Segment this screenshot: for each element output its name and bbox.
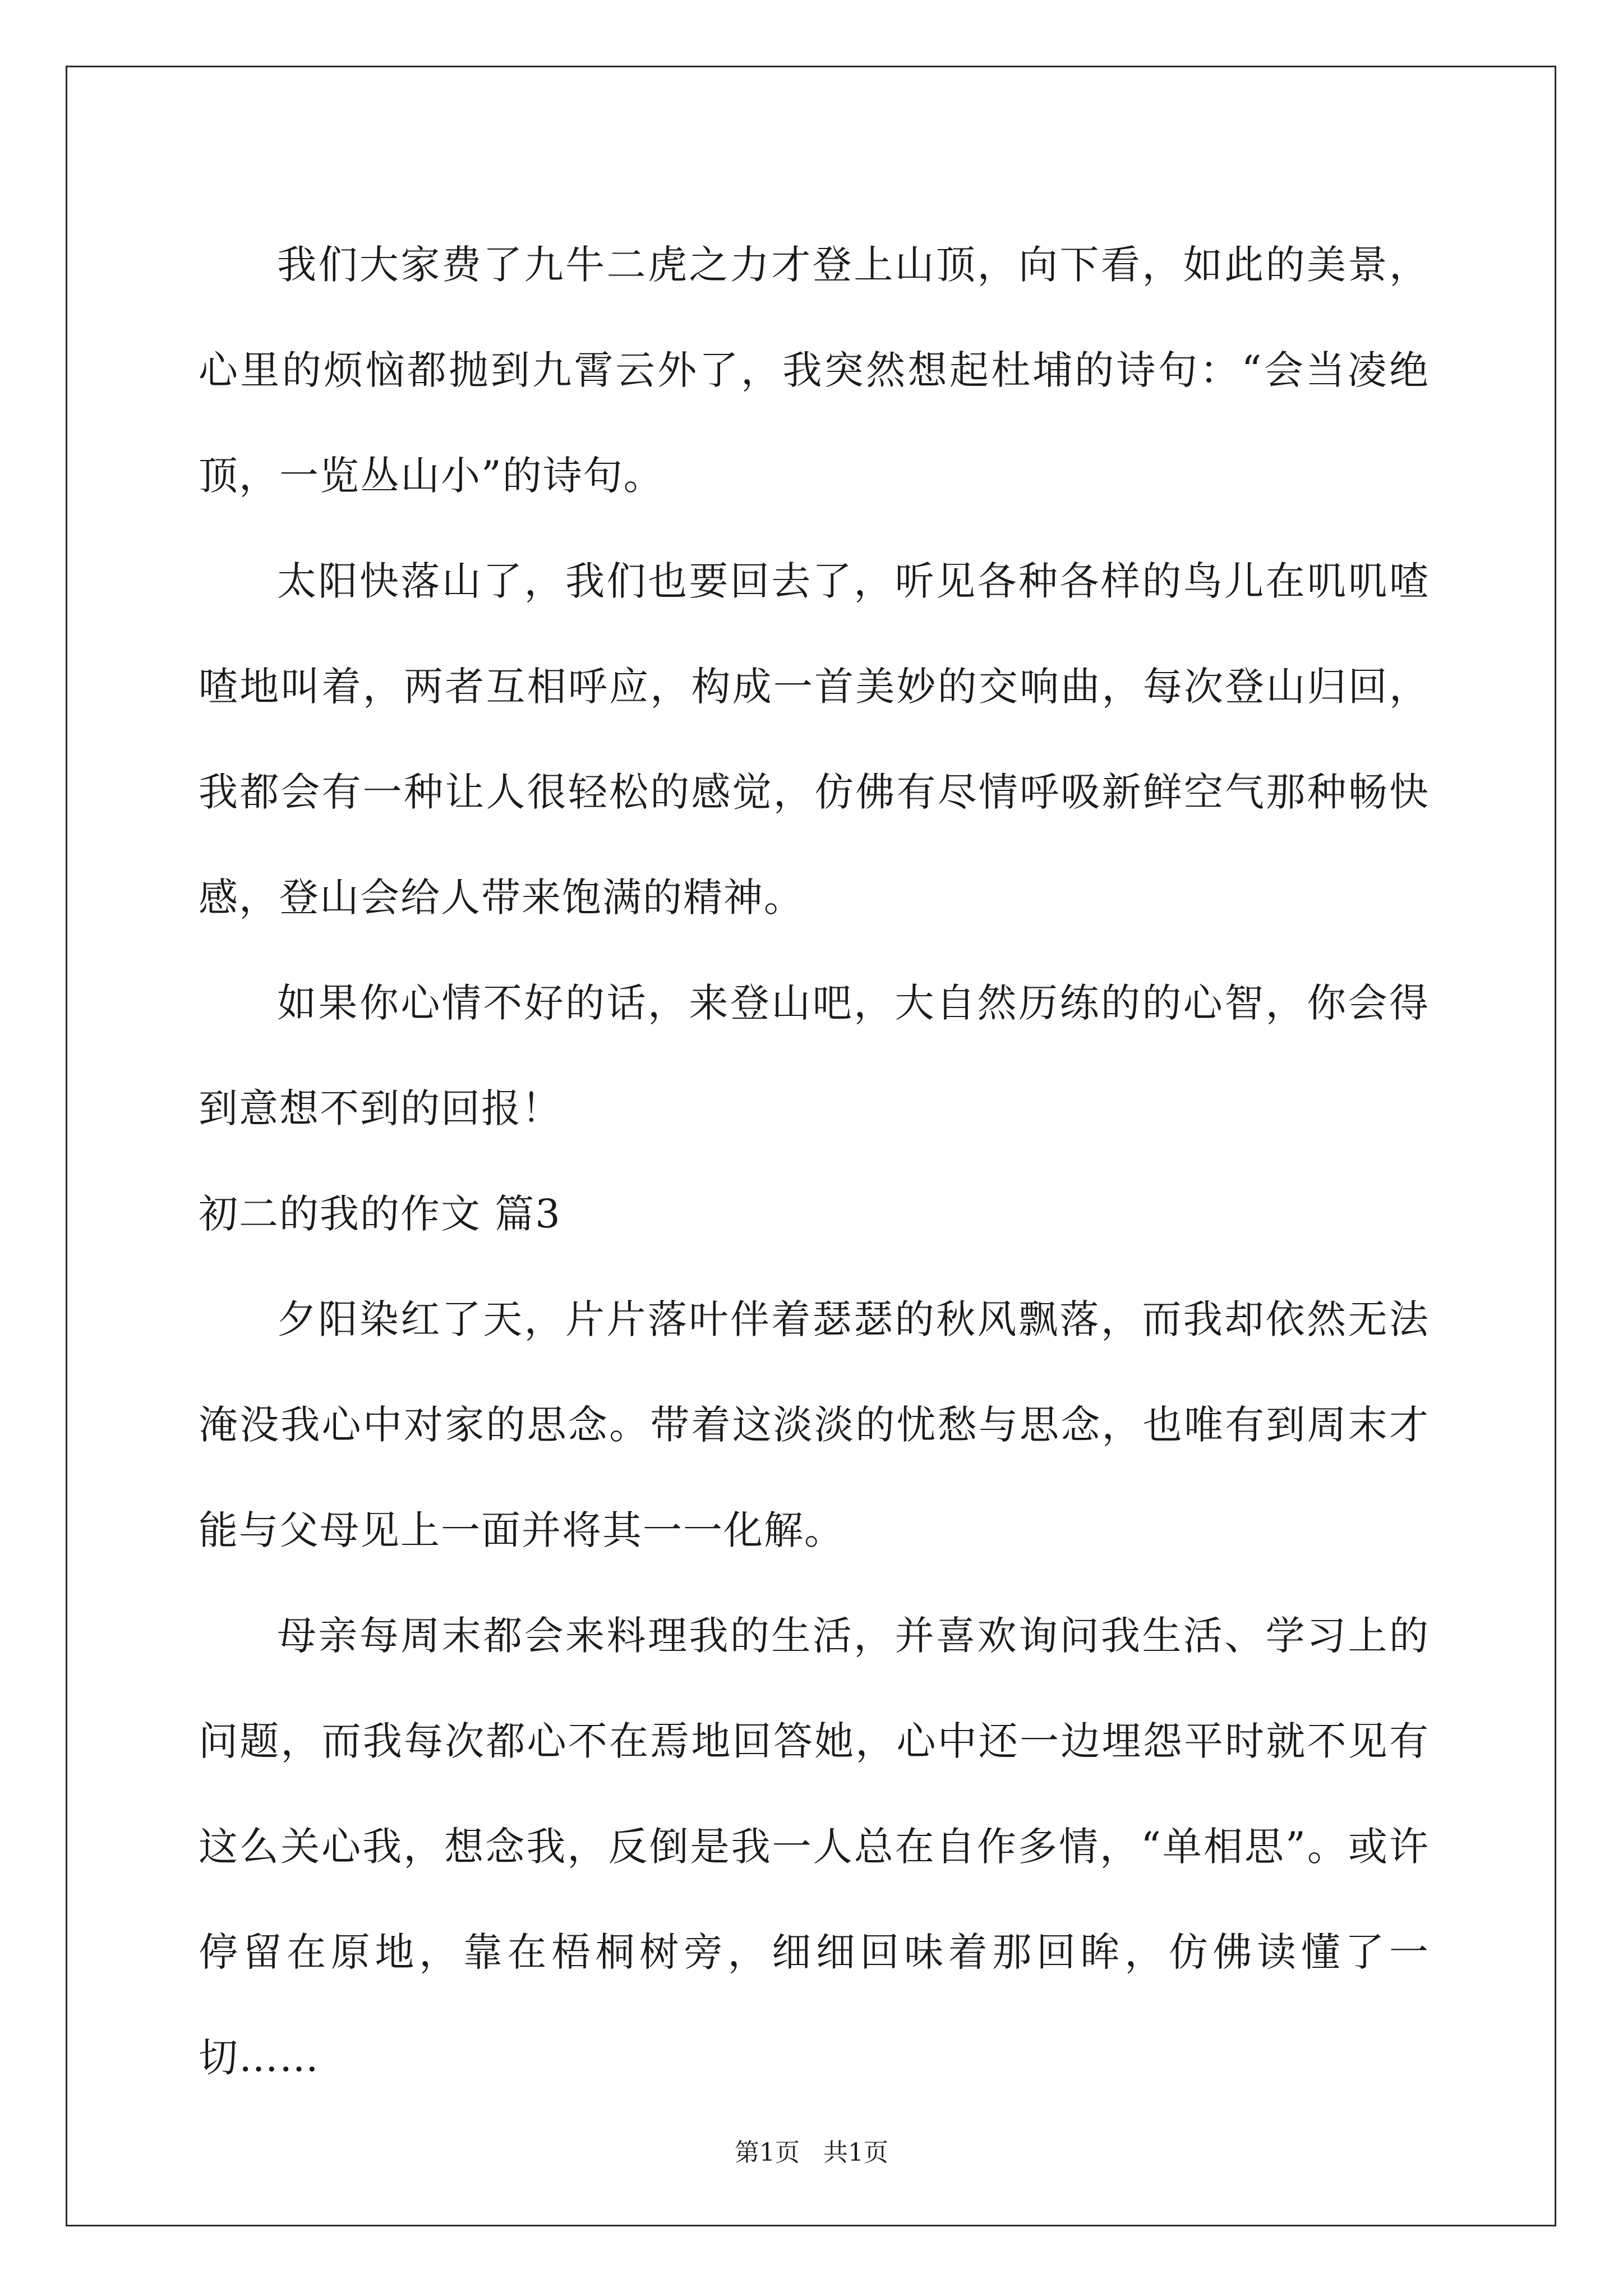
page-footer: 第1页 共1页 <box>735 2138 888 2167</box>
paragraph-evening: 夕阳染红了天，片片落叶伴着瑟瑟的秋风飘落，而我却依然无法淹没我心中对家的思念。带着这淡淡的忧愁与思念，也唯有到周末才能与父母见上一面并将其一一化解。 <box>199 1296 1430 1553</box>
paragraph-sunset: 太阳快落山了，我们也要回去了，听见各种各样的鸟儿在叽叽喳喳地叫着，两者互相呼应，构成一首美妙的交响曲，每次登山归回，我都会有一种让人很轻松的感觉，仿佛有尽情呼吸新鲜空气那种畅快感，登山会给人带来饱满的精神。 <box>199 558 1430 921</box>
paragraph-mother: 母亲每周末都会来料理我的生活，并喜欢询问我生活、学习上的问题，而我每次都心不在焉地回答她，心中还一边埋怨平时就不见有这么关心我，想念我，反倒是我一人总在自作多情，“单相思”。或许停留在原地，靠在梧桐树旁，细细回味着那回眸，仿佛读懂了一切…… <box>199 1613 1430 2081</box>
section-heading: 初二的我的作文 篇3 <box>199 1191 561 1237</box>
paragraph-summit: 我们大家费了九牛二虎之力才登上山顶，向下看，如此的美景，心里的烦恼都抛到九霄云外了，我突然想起杜埔的诗句：“会当凌绝顶，一览丛山小”的诗句。 <box>199 242 1430 499</box>
document-body <box>199 212 1430 2110</box>
paragraph-advice: 如果你心情不好的话，来登山吧，大自然历练的的心智，你会得到意想不到的回报！ <box>199 980 1430 1131</box>
